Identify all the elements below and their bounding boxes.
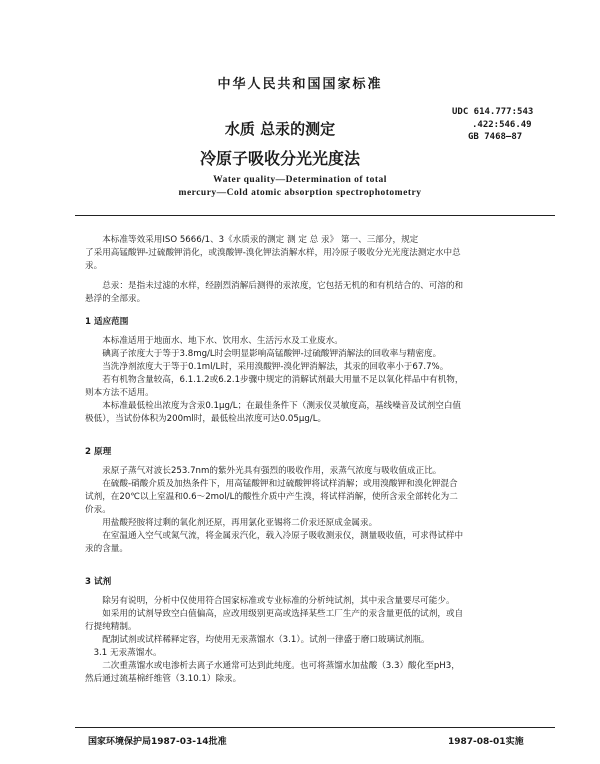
section-line: 汞原子蒸气对波长253.7nm的紫外光具有强烈的吸收作用，汞蒸气浓度与吸收值成正比。 (102, 466, 442, 476)
intro-paragraph-line: 悬浮的全部汞。 (85, 294, 146, 304)
udc-code-line2: .422:546.49 (472, 120, 532, 130)
section-scope (85, 316, 555, 426)
udc-code (452, 106, 533, 132)
section-line: 二次重蒸馏水或电渗析去离子水通常可达到此纯度。也可将蒸馏水加盐酸（3.3）酸化至pH3， (102, 661, 460, 671)
subsection-heading: 3.1 无汞蒸馏水。 (93, 648, 162, 658)
intro-section (85, 234, 555, 306)
section-line: 本标准最低检出浓度为含汞0.1μg/L；在最佳条件下（测汞仪灵敏度高，基线噪音及试剂空白值 (102, 401, 462, 411)
gb-standard-number: GB 7468—87 (468, 132, 523, 142)
udc-code-line1: UDC 614.777:543 (452, 107, 534, 117)
approval-statement: 国家环境保护局1987-03-14批准 (88, 737, 227, 747)
section-line: 如采用的试剂导致空白值偏高，应改用级别更高或选择某些工厂生产的汞含量更低的试剂，或自 (102, 609, 464, 619)
intro-paragraph-line: 总汞：是指未过滤的水样，经剧烈消解后测得的汞浓度，它包括无机的和有机结合的、可溶的和 (102, 281, 464, 291)
section-heading: 2 原理 (85, 447, 112, 457)
section-line: 价汞。 (85, 505, 111, 515)
section-line: 当洗净剂浓度大于等于0.1ml/L时，采用溴酸钾-溴化钾消解法，其汞的回收率小于67.7%。 (102, 362, 449, 372)
national-standard-header: 中华人民共和国国家标准 (217, 77, 383, 92)
section-principle (85, 446, 555, 556)
section-heading: 1 适应范围 (85, 317, 129, 327)
section-line: 行提纯精制。 (85, 622, 137, 632)
document-title-chinese: 水质 总汞的测定 (224, 120, 336, 138)
implementation-date: 1987-08-01实施 (448, 737, 524, 747)
footer-divider (75, 727, 555, 728)
section-line: 然后通过巯基棉纤维管（3.10.1）除汞。 (85, 674, 242, 684)
section-line: 极低），当试份体积为200ml时，最低检出浓度可达0.05μg/L。 (85, 414, 327, 424)
english-title-line1: Water quality—Determination of total (213, 175, 387, 185)
section-heading: 3 试剂 (85, 577, 112, 587)
header-divider (75, 215, 555, 216)
section-line: 配制试剂或试样稀释定容，均使用无汞蒸馏水（3.1）。试剂一律盛于磨口玻璃试剂瓶。 (102, 635, 430, 645)
section-line: 则本方法不适用。 (85, 388, 154, 398)
intro-paragraph-line: 汞。 (85, 261, 103, 271)
intro-paragraph-line: 了采用高锰酸钾-过硫酸钾消化，或溴酸钾-溴化钾法消解水样，用冷原子吸收分光光度法测定水中总 (85, 248, 461, 258)
document-subtitle-chinese: 冷原子吸收分光光度法 (199, 149, 360, 168)
section-line: 碘离子浓度大于等于3.8mg/L时会明显影响高锰酸钾-过硫酸钾消解法的回收率与精密度。 (102, 349, 442, 359)
section-line: 在硫酸-硝酸介质及加热条件下，用高锰酸钾和过硫酸钾将试样消解；或用溴酸钾和溴化钾混合 (102, 479, 458, 489)
section-line: 若有机物含量较高，6.1.1.2或6.2.1步骤中规定的消解试剂最大用量不足以氧化样品中有机物， (102, 375, 464, 385)
english-title-line2: mercury—Cold atomic absorption spectrophotometry (178, 188, 422, 198)
section-line: 在室温通入空气或氮气流，将金属汞汽化，载入冷原子吸收测汞仪，测量吸收值，可求得试样中 (102, 531, 464, 541)
section-line: 用盐酸羟胺将过剩的氧化剂还原，再用氯化亚锡将二价汞还原成金属汞。 (102, 518, 378, 528)
intro-paragraph-line: 本标准等效采用ISO 5666/1、3《水质汞的测定 测 定 总 汞》 第一、三部分，规定 (102, 235, 419, 245)
section-line: 除另有说明，分析中仅使用符合国家标准或专业标准的分析纯试剂，其中汞含量要尽可能少。 (102, 596, 455, 606)
section-line: 汞的含量。 (85, 544, 128, 554)
section-reagents (85, 576, 555, 686)
section-line: 试剂，在20℃以上室温和0.6～2mol/L的酸性介质中产生溴，将试样消解，使所含汞全部转化为二 (85, 492, 458, 502)
section-line: 本标准适用于地面水、地下水、饮用水、生活污水及工业废水。 (102, 336, 343, 346)
